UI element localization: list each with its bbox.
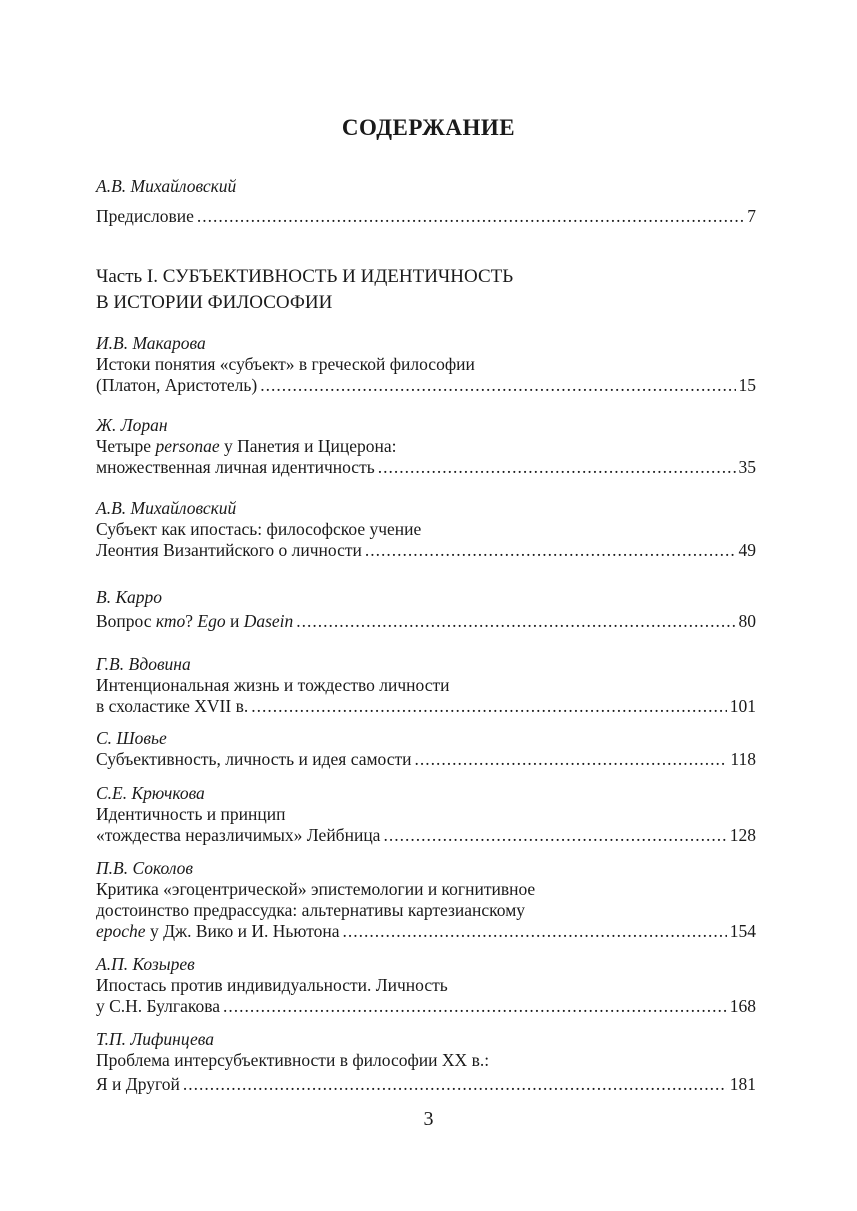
- toc-entry[interactable]: [96, 374, 756, 396]
- preface-author: А.В. Михайловский: [96, 176, 237, 196]
- toc-entry-title-line: достоинство предрассудка: альтернативы картезианскому: [96, 900, 526, 920]
- toc-entry-title: (Платон, Аристотель): [96, 375, 258, 395]
- toc-entry-title-line: Интенциональная жизнь и тождество личности: [96, 675, 450, 695]
- dot-leader: [343, 920, 727, 942]
- toc-entry[interactable]: [96, 539, 756, 561]
- toc-author: И.В. Макарова: [96, 333, 206, 353]
- toc-entry-title-line: Ипостась против индивидуальности. Личность: [96, 975, 448, 995]
- toc-entry-title-line: Четыре personae у Панетия и Цицерона:: [96, 436, 397, 456]
- toc-entry-title-line: Субъект как ипостась: философское учение: [96, 519, 422, 539]
- toc-entry-page: 15: [738, 375, 756, 395]
- part-heading-line2: В ИСТОРИИ ФИЛОСОФИИ: [96, 292, 333, 313]
- toc-author: Ж. Лоран: [96, 415, 168, 435]
- toc-entry-title: у С.Н. Булгакова: [96, 996, 220, 1016]
- toc-entry-page: 181: [729, 1074, 756, 1094]
- toc-entry-title-line: Истоки понятия «субъект» в греческой философии: [96, 354, 475, 374]
- toc-entry-title: Субъективность, личность и идея самости: [96, 749, 412, 769]
- toc-author: П.В. Соколов: [96, 858, 194, 878]
- toc-author: Т.П. Лифинцева: [96, 1029, 215, 1049]
- toc-entry-title: «тождества неразличимых» Лейбница: [96, 825, 381, 845]
- toc-entry-page: 80: [738, 611, 756, 631]
- toc-author: С. Шовье: [96, 728, 167, 748]
- toc-entry[interactable]: [96, 995, 756, 1017]
- page-title: СОДЕРЖАНИЕ: [341, 115, 516, 140]
- toc-entry-title: Предисловие: [96, 206, 194, 226]
- toc-entry-page: 101: [729, 696, 756, 716]
- toc-entry-page: 128: [729, 825, 756, 845]
- toc-entry-page: 49: [738, 540, 756, 560]
- toc-entry-page: 7: [747, 206, 756, 226]
- dot-leader: [378, 456, 736, 478]
- toc-author: Г.В. Вдовина: [96, 654, 191, 674]
- dot-leader: [251, 695, 727, 717]
- toc-entry[interactable]: [96, 824, 756, 846]
- toc-entry-title-line: Проблема интерсубъективности в философии XX в.:: [96, 1050, 490, 1070]
- toc-entry[interactable]: [96, 456, 756, 478]
- toc-entry-title-line: Идентичность и принцип: [96, 804, 286, 824]
- toc-entry[interactable]: [96, 610, 756, 632]
- toc-author: А.П. Козырев: [96, 954, 195, 974]
- toc-author: С.Е. Крючкова: [96, 783, 205, 803]
- toc-entry-title: множественная личная идентичность: [96, 457, 375, 477]
- dot-leader: [260, 374, 735, 396]
- dot-leader: [383, 824, 726, 846]
- dot-leader: [296, 610, 735, 632]
- page-number: 3: [423, 1108, 434, 1130]
- toc-entry-title: Леонтия Византийского о личности: [96, 540, 362, 560]
- dot-leader: [183, 1073, 727, 1095]
- dot-leader: [223, 995, 727, 1017]
- toc-entry-page: 154: [729, 921, 756, 941]
- toc-entry[interactable]: [96, 695, 756, 717]
- toc-entry[interactable]: [96, 1073, 756, 1095]
- toc-author: В. Карро: [96, 587, 163, 607]
- toc-entry-title: Вопрос кто? Ego и Dasein: [96, 611, 294, 631]
- part-heading-line1: Часть I. СУБЪЕКТИВНОСТЬ И ИДЕНТИЧНОСТЬ: [96, 266, 514, 287]
- toc-entry-page: 118: [730, 749, 756, 769]
- dot-leader: [197, 205, 744, 227]
- toc-entry[interactable]: [96, 920, 756, 942]
- toc-entry-title: Я и Другой: [96, 1074, 180, 1094]
- toc-entry-preface[interactable]: [96, 205, 756, 227]
- dot-leader: [365, 539, 736, 561]
- dot-leader: [415, 748, 728, 770]
- toc-entry-title: epoche у Дж. Вико и И. Ньютона: [96, 921, 340, 941]
- toc-author: А.В. Михайловский: [96, 498, 237, 518]
- toc-entry[interactable]: [96, 748, 756, 770]
- toc-entry-title: в схоластике XVII в.: [96, 696, 249, 716]
- toc-entry-page: 168: [729, 996, 756, 1016]
- toc-entry-title-line: Критика «эгоцентрической» эпистемологии и когнитивное: [96, 879, 536, 899]
- toc-entry-page: 35: [738, 457, 756, 477]
